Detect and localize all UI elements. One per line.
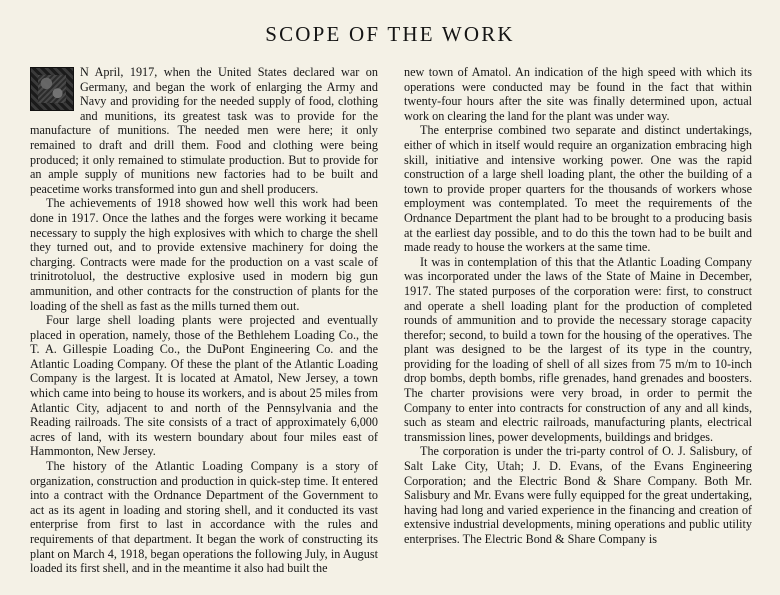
decorative-dropcap-initial [30, 67, 74, 111]
paragraph-right-2: The enterprise combined two separate and distinct undertakings, either of which in itself would require an organization embracing high skill, initiative and intensive working power. One was the rapid construction of a large shell loading plant, the other the building of a town to provide proper quarters for the thousands of workers whose employment was contemplated. To meet the requirements of the Ordnance Department the plant had to be brought to a producing basis at the earliest day possible, and to do this the town had to be built and made ready to house the workers at the same time. [404, 123, 752, 255]
paragraph-left-1: N April, 1917, when the United States declared war on Germany, and began the work of enlarging the Army and Navy and providing for the needed supply of food, clothing and munitions, its greatest task was to provide for the manufacture of munitions. The needed men were here; it only remained to draft and drill them. Food and clothing were being produced; it only remained to stimulate production. But to provide for an ample supply of munitions new factories had to be built and peacetime works transformed into gun and shell producers. [30, 65, 378, 196]
paragraph-left-2: The achievements of 1918 showed how well this work had been done in 1917. Once the lathes and the forges were working it became necessary to supply the high explosives with which to charge the shell they turned out, and to provide extensive machinery for doing the charging. Contracts were made for the production on a vast scale of trinitrotoluol, the destructive explosive used in modern big gun ammunition, and other contracts for the construction of plants for the loading of the shell as fast as the mills turned them out. [30, 196, 378, 313]
paragraph-right-1: new town of Amatol. An indication of the high speed with which its operations were conducted may be found in the fact that within twenty-four hours after the site was finally determined upon, actual work on clearing the land for the plant was under way. [404, 65, 752, 123]
paragraph-right-3: It was in contemplation of this that the Atlantic Loading Company was incorporated under the laws of the State of Maine in December, 1917. The stated purposes of the corporation were: first, to construct and operate a shell loading plant for the production of completed rounds of ammunition and to provide the necessary storage capacity therefor; second, to build a town for the housing of the operatives. The plant was designed to be the largest of its type in the country, providing for the loading of shell of all sizes from 75 m/m to 10-inch drop bombs, depth bombs, rifle grenades, hand grenades and boosters. The charter provisions were very broad, in order to permit the Company to enter into contracts for construction of any and all kinds, such as steam and electric railroads, manufacturing plants, electrical transmission lines, power developments, buildings and bridges. [404, 254, 752, 444]
paragraph-right-4: The corporation is under the tri-party control of O. J. Salisbury, of Salt Lake City, Utah; J. D. Evans, of the Evans Engineering Corporation; and the Electric Bond & Share Company. Both Mr. Salisbury and Mr. Evans were fully equipped for the great undertaking, having had long and varied experience in the financing and creation of extensive industrial developments, mining operations and public utility enterprises. The Electric Bond & Share Company is [404, 444, 752, 546]
paragraph-left-3: Four large shell loading plants were projected and eventually placed in operation, namely, those of the Bethlehem Loading Co., the T. A. Gillespie Loading Co., the DuPont Engineering Co. and the Atlantic Loading Company. Of these the plant of the Atlantic Loading Company is the largest. It is located at Amatol, New Jersey, a town which came into being to house its workers, and is about 25 miles from Atlantic City, adjacent to and north of the Pennsylvania and the Reading railroads. The site consists of a tract of approximately 6,000 acres of land, with its western boundary about four miles east of Hammonton, New Jersey. [30, 313, 378, 459]
paragraph-left-4: The history of the Atlantic Loading Company is a story of organization, construction and production in quick-step time. It entered into a contract with the Ordnance Department of the Government to act as its agent in loading and storing shell, and it conducted its vast enterprise from first to last in accordance with the rules and requirements of that department. It began the work of constructing its plant on March 4, 1918, began operations the following July, in August loaded its first shell, and in the meantime it also had built the [30, 459, 378, 576]
page-title: SCOPE OF THE WORK [265, 22, 515, 46]
left-column [30, 65, 378, 576]
right-column [404, 65, 752, 547]
dropcap-paragraph-wrap [30, 65, 378, 196]
two-column-body [30, 65, 750, 576]
